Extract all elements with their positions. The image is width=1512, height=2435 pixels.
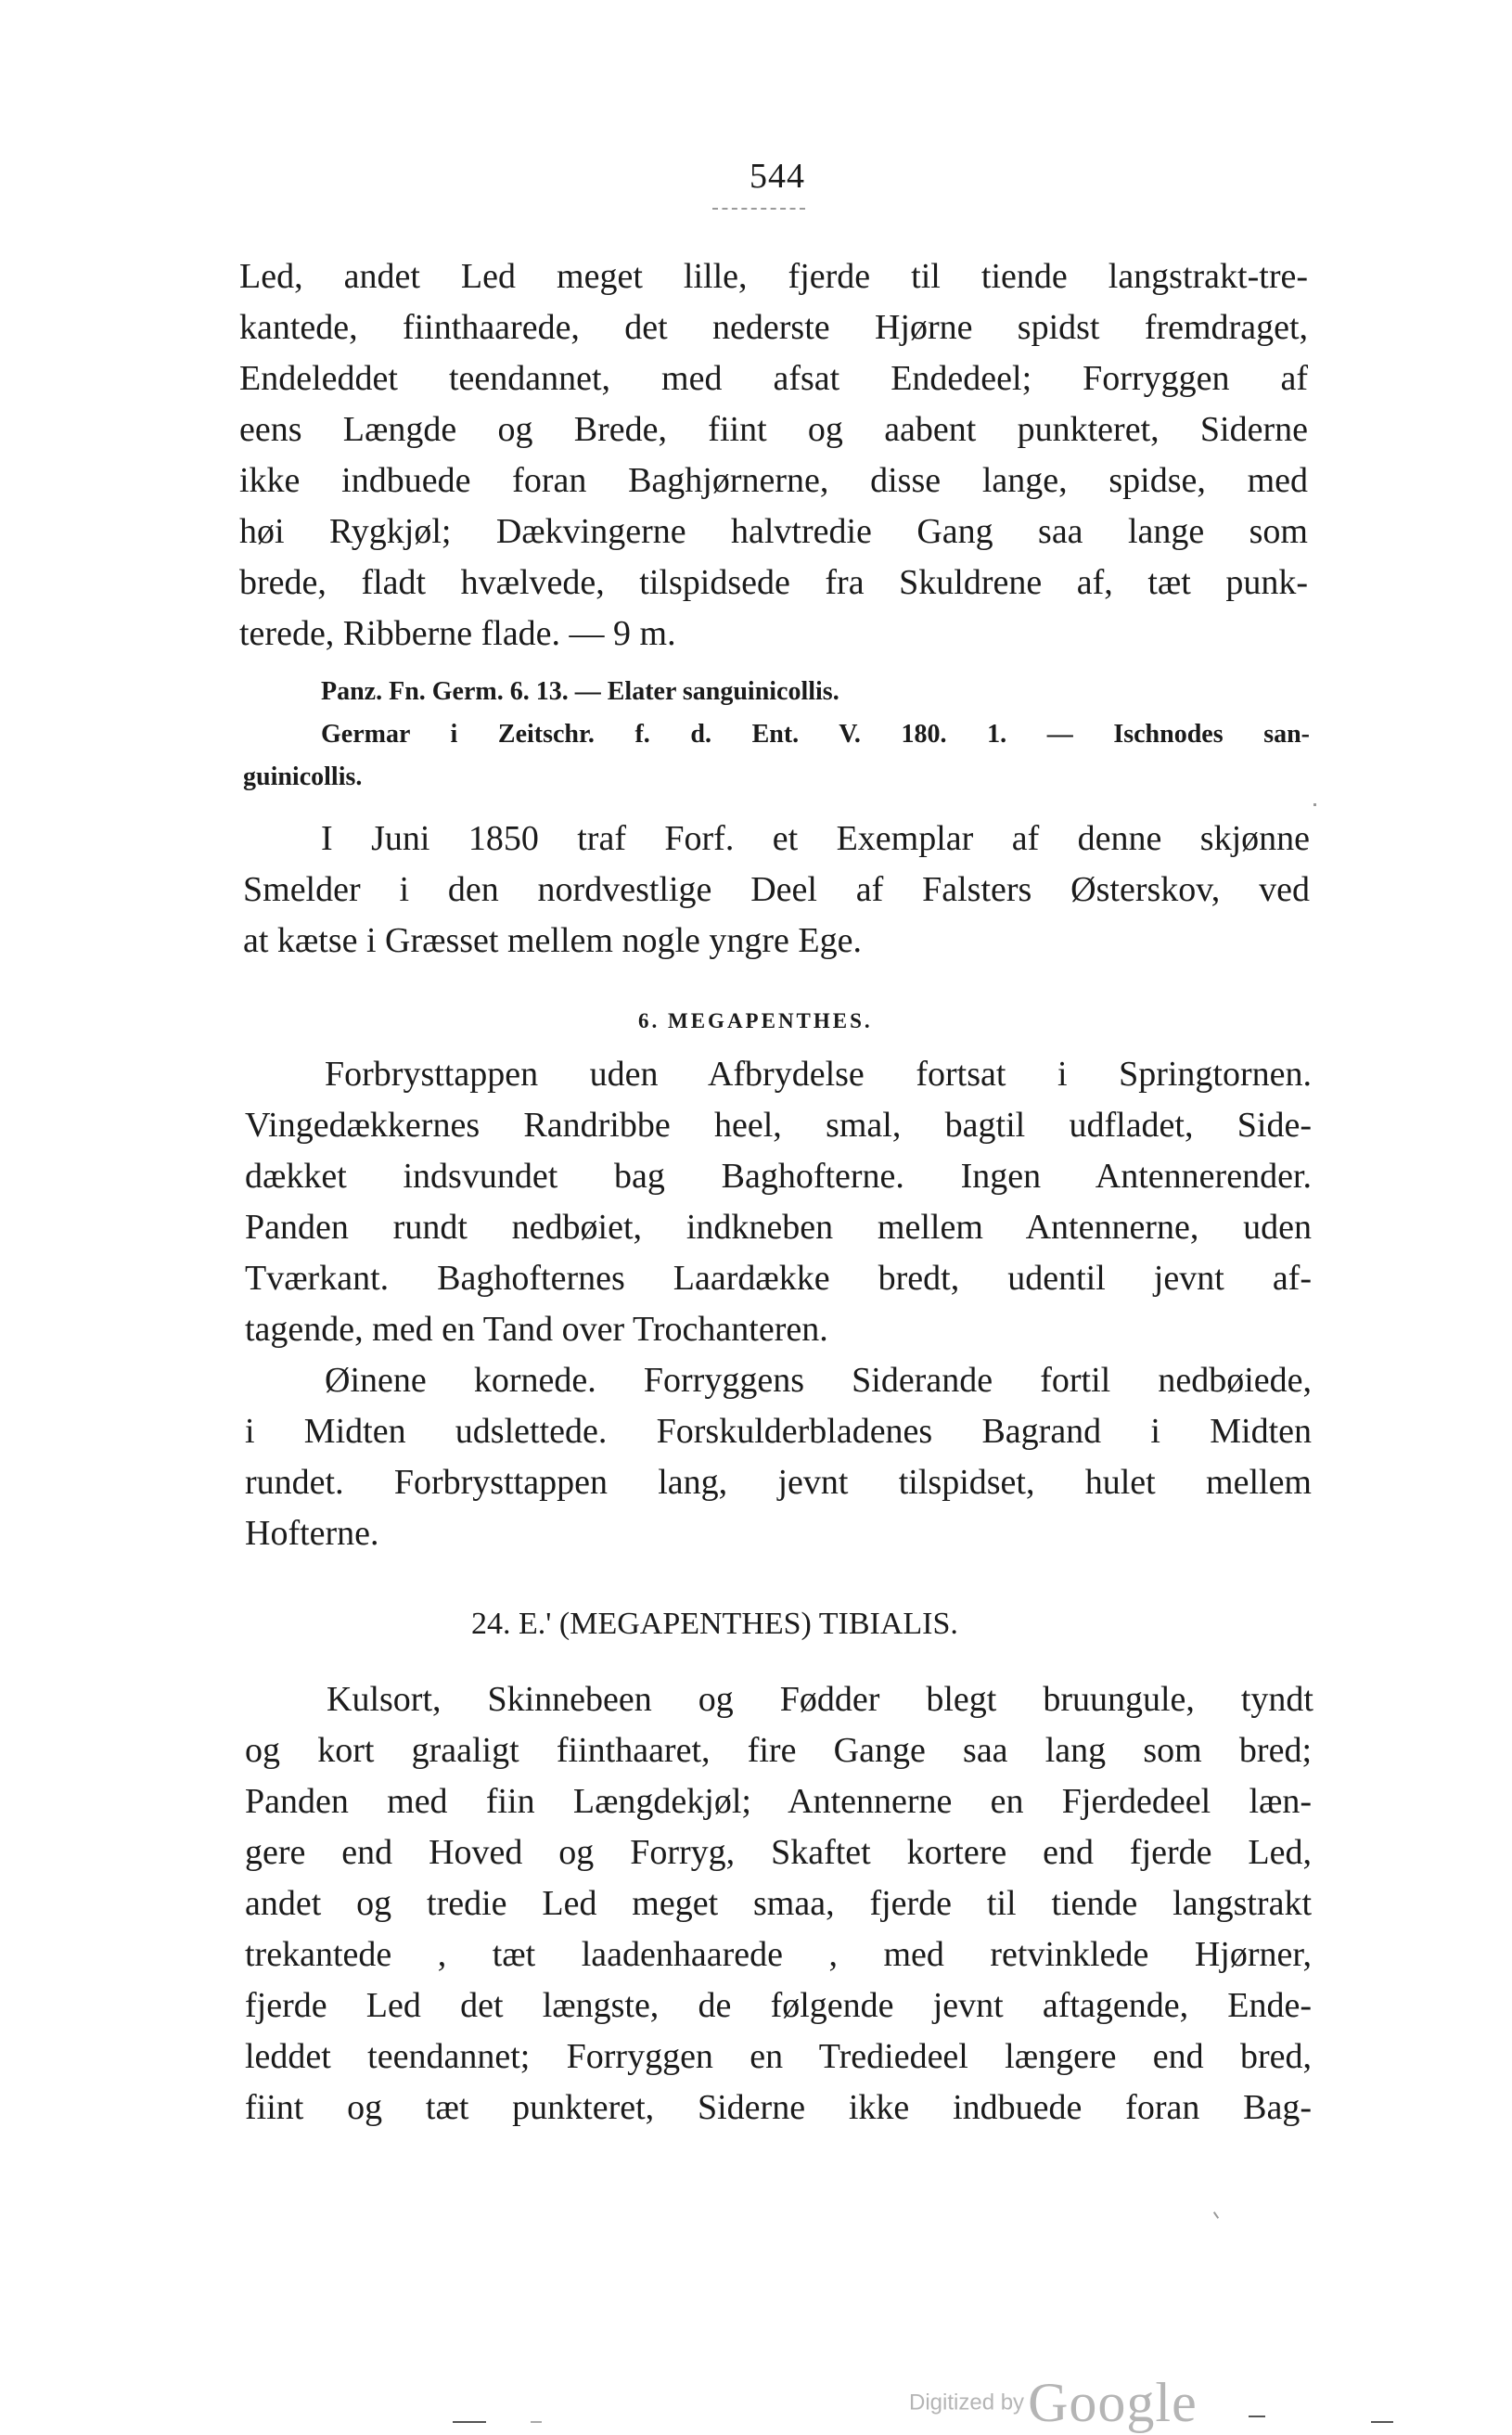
text-line: fjerde Led det længste, de følgende jevnt aftagende, Ende- xyxy=(245,1986,1312,2025)
page-number-rule xyxy=(712,208,805,210)
text-line: at kætse i Græsset mellem nogle yngre Ege. xyxy=(243,921,862,960)
text-line: høi Rygkjøl; Dækvingerne halvtredie Gang saa lange som xyxy=(239,512,1308,551)
text-line: I Juni 1850 traf Forf. et Exemplar af denne skjønne xyxy=(321,819,1310,858)
text-line: i Midten udslettede. Forskulderbladenes Bagrand i Midten xyxy=(245,1412,1312,1451)
text-line: Øinene kornede. Forryggens Siderande fortil nedbøiede, xyxy=(325,1361,1312,1400)
footer-dash xyxy=(1371,2421,1393,2423)
text-line: Endeleddet teendannet, med afsat Endedeel; Forryggen af xyxy=(239,359,1308,398)
text-line: rundet. Forbrysttappen lang, jevnt tilspidset, hulet mellem xyxy=(245,1463,1312,1502)
footer-dash xyxy=(1249,2416,1265,2417)
text-line: kantede, fiinthaarede, det nederste Hjørne spidst fremdraget, xyxy=(239,308,1308,347)
text-line: leddet teendannet; Forryggen en Trediedeel længere end bred, xyxy=(245,2037,1312,2076)
footer-dash xyxy=(453,2421,486,2423)
watermark-prefix: Digitized by xyxy=(909,2390,1025,2416)
reference-line: guinicollis. xyxy=(243,763,363,791)
text-line: Panden med fiin Længdekjøl; Antennerne en Fjerdedeel læn- xyxy=(245,1782,1312,1821)
text-line: andet og tredie Led meget smaa, fjerde til tiende langstrakt xyxy=(245,1884,1312,1923)
text-line: terede, Ribberne flade. — 9 m. xyxy=(239,614,676,653)
text-line: eens Længde og Brede, fiint og aabent punkteret, Siderne xyxy=(239,410,1308,449)
google-watermark xyxy=(909,2371,1198,2435)
scan-speck xyxy=(1313,803,1316,806)
genus-heading: 6. MEGAPENTHES. xyxy=(638,1009,873,1032)
text-line: Panden rundt nedbøiet, indkneben mellem Antennerne, uden xyxy=(245,1208,1312,1247)
text-line: Smelder i den nordvestlige Deel af Falsters Østerskov, ved xyxy=(243,870,1310,909)
text-line: Forbrysttappen uden Afbrydelse fortsat i Springtornen. xyxy=(325,1055,1312,1094)
text-line: Kulsort, Skinnebeen og Fødder blegt bruungule, tyndt xyxy=(327,1680,1313,1719)
page-number: 544 xyxy=(750,157,805,196)
text-line: dækket indsvundet bag Baghofterne. Ingen Antennerender. xyxy=(245,1157,1312,1196)
text-line: og kort graaligt fiinthaaret, fire Gange saa lang som bred; xyxy=(245,1731,1312,1770)
text-line: Vingedækkernes Randribbe heel, smal, bagtil udfladet, Side- xyxy=(245,1106,1312,1145)
text-line: trekantede , tæt laadenhaarede , med retvinklede Hjørner, xyxy=(245,1935,1312,1974)
text-line: gere end Hoved og Forryg, Skaftet kortere end fjerde Led, xyxy=(245,1833,1312,1872)
text-line: ikke indbuede foran Baghjørnerne, disse lange, spidse, med xyxy=(239,461,1308,500)
google-logo: Google xyxy=(1028,2372,1198,2433)
text-line: Led, andet Led meget lille, fjerde til tiende langstrakt-tre- xyxy=(239,257,1308,296)
text-line: tagende, med en Tand over Trochanteren. xyxy=(245,1310,828,1349)
species-heading: 24. E.' (MEGAPENTHES) TIBIALIS. xyxy=(471,1607,958,1641)
reference-line: Germar i Zeitschr. f. d. Ent. V. 180. 1. — Ischnodes san- xyxy=(321,720,1310,749)
text-line: Tværkant. Baghofternes Laardække bredt, udentil jevnt af- xyxy=(245,1259,1312,1298)
scan-speck xyxy=(1213,2211,1219,2219)
text-line: fiint og tæt punkteret, Siderne ikke indbuede foran Bag- xyxy=(245,2088,1312,2127)
footer-dash xyxy=(531,2421,542,2423)
text-line: brede, fladt hvælvede, tilspidsede fra Skuldrene af, tæt punk- xyxy=(239,563,1308,602)
reference-line: Panz. Fn. Germ. 6. 13. — Elater sanguinicollis. xyxy=(321,677,839,706)
text-line: Hofterne. xyxy=(245,1514,379,1553)
